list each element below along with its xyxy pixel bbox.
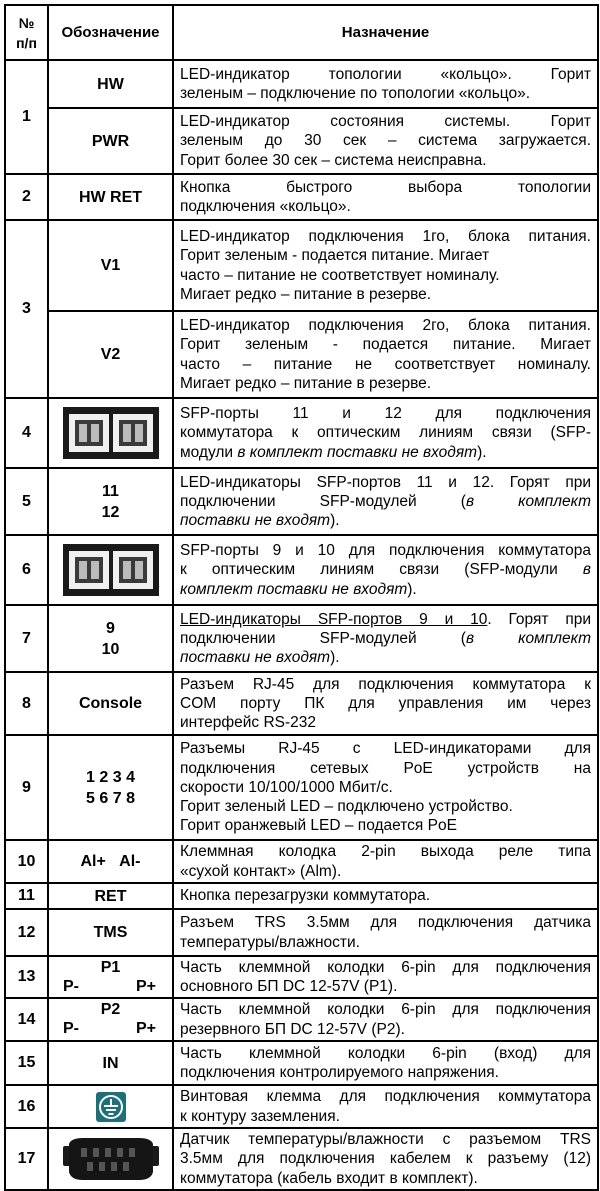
designation-pwr: PWR — [48, 108, 173, 174]
table-row — [5, 909, 598, 956]
row-number: 1 — [5, 60, 48, 174]
designation-v1: V1 — [48, 220, 173, 311]
header-number: № п/п — [5, 5, 48, 60]
row-number: 7 — [5, 605, 48, 672]
row-number: 4 — [5, 398, 48, 468]
row-number: 10 — [5, 840, 48, 883]
row-number: 2 — [5, 174, 48, 220]
table-row — [5, 220, 598, 311]
designation-console: Console — [48, 672, 173, 735]
ground-icon — [96, 1092, 126, 1122]
table-row — [5, 1041, 598, 1085]
designation-ret: RET — [48, 883, 173, 909]
table-row — [5, 311, 598, 398]
purpose-sensor: Датчик температуры/влажности с разъемом TRS 3.5мм для подключения кабелем к разъему (12) коммутатора (кабель входит в комплект). — [173, 1128, 598, 1190]
sfp-ports-icon — [63, 407, 159, 459]
purpose-ret: Кнопка перезагрузки коммутатора. — [173, 883, 598, 909]
purpose-pwr: LED-индикатор состояния системы. Горит зеленым до 30 сек – система загружается. Горит более 30 сек – система неисправна. — [173, 108, 598, 174]
purpose-hw: LED-индикатор топологии «кольцо». Горит зеленым – подключение по топологии «кольцо». — [173, 60, 598, 108]
row-number: 13 — [5, 956, 48, 998]
table-row — [5, 998, 598, 1041]
purpose-hw-ret: Кнопка быстрого выбора топологии подключения «кольцо». — [173, 174, 598, 220]
row-number: 17 — [5, 1128, 48, 1190]
table-row — [5, 398, 598, 468]
purpose-power-p1: Часть клеммной колодки 6-pin для подключения основного БП DC 12-57V (P1). — [173, 956, 598, 998]
header-purpose: Назначение — [173, 5, 598, 60]
table-row — [5, 535, 598, 605]
designation-power-p1: P1 P- P+ — [48, 956, 173, 998]
row-number: 3 — [5, 220, 48, 398]
table-row — [5, 840, 598, 883]
table-row — [5, 108, 598, 174]
purpose-power-p2: Часть клеммной колодки 6-pin для подключения резервного БП DC 12-57V (P2). — [173, 998, 598, 1041]
table-row — [5, 672, 598, 735]
purpose-led-9-10: LED-индикаторы SFP-портов 9 и 10. Горят при подключении SFP-модулей (в комплект поставки не входят). — [173, 605, 598, 672]
designation-rj45-ports: 1 2 3 4 5 6 7 8 — [48, 735, 173, 840]
row-number: 8 — [5, 672, 48, 735]
purpose-rj45-ports: Разъемы RJ-45 с LED-индикаторами для подключения сетевых PoE устройств на скорости 10/100/1000 Мбит/с. Горит зеленый LED – подключено устройство. Горит оранжевый LED – подается PoE — [173, 735, 598, 840]
row-number: 9 — [5, 735, 48, 840]
row-number: 11 — [5, 883, 48, 909]
row-number: 5 — [5, 468, 48, 535]
designation-v2: V2 — [48, 311, 173, 398]
table-row — [5, 60, 598, 108]
purpose-ground: Винтовая клемма для подключения коммутатора к контуру заземления. — [173, 1085, 598, 1128]
purpose-input: Часть клеммной колодки 6-pin (вход) для подключения контролируемого напряжения. — [173, 1041, 598, 1085]
purpose-v1: LED-индикатор подключения 1го, блока питания. Горит зеленым - подается питание. Мигает часто – питание не соответствует номиналу. Мигает редко – питание в резерве. — [173, 220, 598, 311]
designation-led-9-10: 9 10 — [48, 605, 173, 672]
designation-alarm: Al+ Al- — [48, 840, 173, 883]
table-row — [5, 174, 598, 220]
sfp-ports-icon — [63, 544, 159, 596]
designation-hw: HW — [48, 60, 173, 108]
row-number: 6 — [5, 535, 48, 605]
purpose-sfp-9-10: SFP-порты 9 и 10 для подключения коммутатора к оптическим линиям связи (SFP-модули в комплект поставки не входят). — [173, 535, 598, 605]
designation-led-11-12: 11 12 — [48, 468, 173, 535]
header-row — [5, 5, 598, 60]
table-row — [5, 468, 598, 535]
designation-tms: TMS — [48, 909, 173, 956]
table-row — [5, 605, 598, 672]
table-row — [5, 735, 598, 840]
designation-input: IN — [48, 1041, 173, 1085]
table-row — [5, 1128, 598, 1190]
purpose-v2: LED-индикатор подключения 2го, блока питания. Горит зеленым - подается питание. Мигает часто – питание не соответствует номиналу. Мигает редко – питание в резерве. — [173, 311, 598, 398]
purpose-alarm: Клеммная колодка 2-pin выхода реле типа «сухой контакт» (Alm). — [173, 840, 598, 883]
row-number: 12 — [5, 909, 48, 956]
purpose-console: Разъем RJ-45 для подключения коммутатора к COM порту ПК для управления им через интерфейс RS-232 — [173, 672, 598, 735]
row-number: 14 — [5, 998, 48, 1041]
table-row — [5, 883, 598, 909]
table-row — [5, 956, 598, 998]
header-designation: Обозначение — [48, 5, 173, 60]
purpose-sfp-11-12: SFP-порты 11 и 12 для подключения коммутатора к оптическим линиям связи (SFP- модули в комплект поставки не входят). — [173, 398, 598, 468]
temperature-humidity-sensor-icon — [61, 1136, 161, 1182]
specification-table — [4, 4, 599, 1191]
purpose-led-11-12: LED-индикаторы SFP-портов 11 и 12. Горят при подключении SFP-модулей (в комплект поставки не входят). — [173, 468, 598, 535]
designation-power-p2: P2 P- P+ — [48, 998, 173, 1041]
row-number: 15 — [5, 1041, 48, 1085]
row-number: 16 — [5, 1085, 48, 1128]
purpose-tms: Разъем TRS 3.5мм для подключения датчика температуры/влажности. — [173, 909, 598, 956]
designation-hw-ret: HW RET — [48, 174, 173, 220]
table-row — [5, 1085, 598, 1128]
